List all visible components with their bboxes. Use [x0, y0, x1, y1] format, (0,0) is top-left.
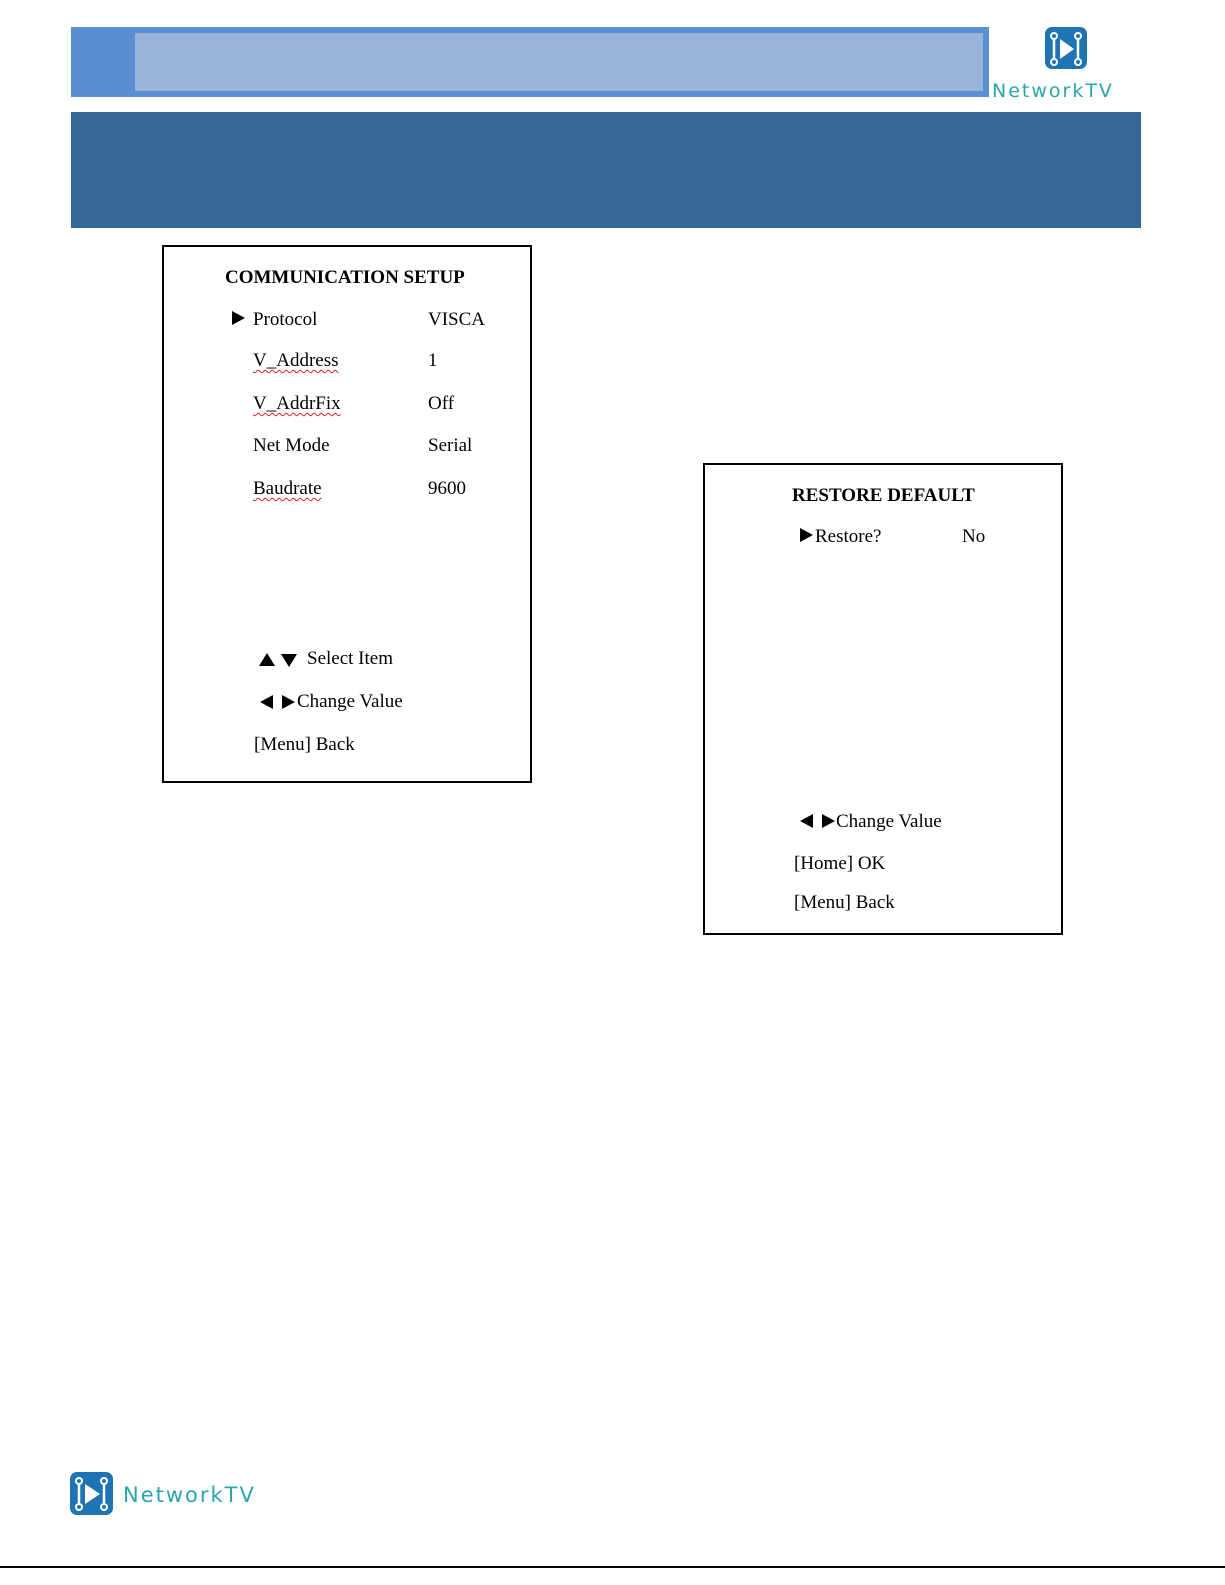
menu-item-value[interactable]: No	[962, 526, 986, 547]
menu-item-value[interactable]: Off	[428, 393, 455, 414]
left-arrow-icon	[260, 695, 273, 709]
menu-item-label[interactable]: V_AddrFix	[253, 393, 341, 414]
menu-item-value[interactable]: 1	[428, 350, 438, 371]
networktv-logo-icon	[1045, 27, 1087, 69]
menu-item-value[interactable]: 9600	[428, 478, 466, 499]
footer-rule	[0, 1566, 1225, 1568]
menu-item-label[interactable]: Protocol	[253, 309, 318, 330]
restore-default-menu	[703, 463, 1063, 935]
hint-change-value: Change Value	[297, 691, 403, 712]
section-banner	[71, 112, 1141, 228]
brand-name: NetworkTV	[992, 80, 1114, 102]
hint-menu-back: [Menu] Back	[794, 892, 895, 913]
communication-setup-menu	[162, 245, 532, 783]
left-arrow-icon	[800, 814, 813, 828]
hint-home-ok: [Home] OK	[794, 853, 886, 874]
selection-arrow-icon	[800, 528, 813, 542]
right-arrow-icon	[282, 695, 295, 709]
networktv-logo-icon	[70, 1472, 113, 1515]
right-arrow-icon	[822, 814, 835, 828]
brand-name: NetworkTV	[123, 1483, 256, 1507]
hint-select-item: Select Item	[307, 648, 393, 669]
up-arrow-icon	[259, 653, 275, 666]
networktv-logo-top	[990, 26, 1140, 102]
menu-item-label[interactable]: Net Mode	[253, 435, 330, 456]
menu-title: COMMUNICATION SETUP	[225, 267, 465, 288]
hint-change-value: Change Value	[836, 811, 942, 832]
hint-menu-back: [Menu] Back	[254, 734, 355, 755]
selection-arrow-icon	[232, 311, 245, 325]
header-title-area	[135, 33, 983, 91]
menu-item-label[interactable]: Baudrate	[253, 478, 322, 499]
down-arrow-icon	[281, 654, 297, 667]
menu-item-value[interactable]: VISCA	[428, 309, 486, 330]
menu-title: RESTORE DEFAULT	[792, 485, 975, 506]
menu-item-label[interactable]: Restore?	[815, 526, 882, 547]
menu-item-value[interactable]: Serial	[428, 435, 473, 456]
networktv-logo-bottom	[69, 1470, 284, 1518]
menu-item-label[interactable]: V_Address	[253, 350, 339, 371]
